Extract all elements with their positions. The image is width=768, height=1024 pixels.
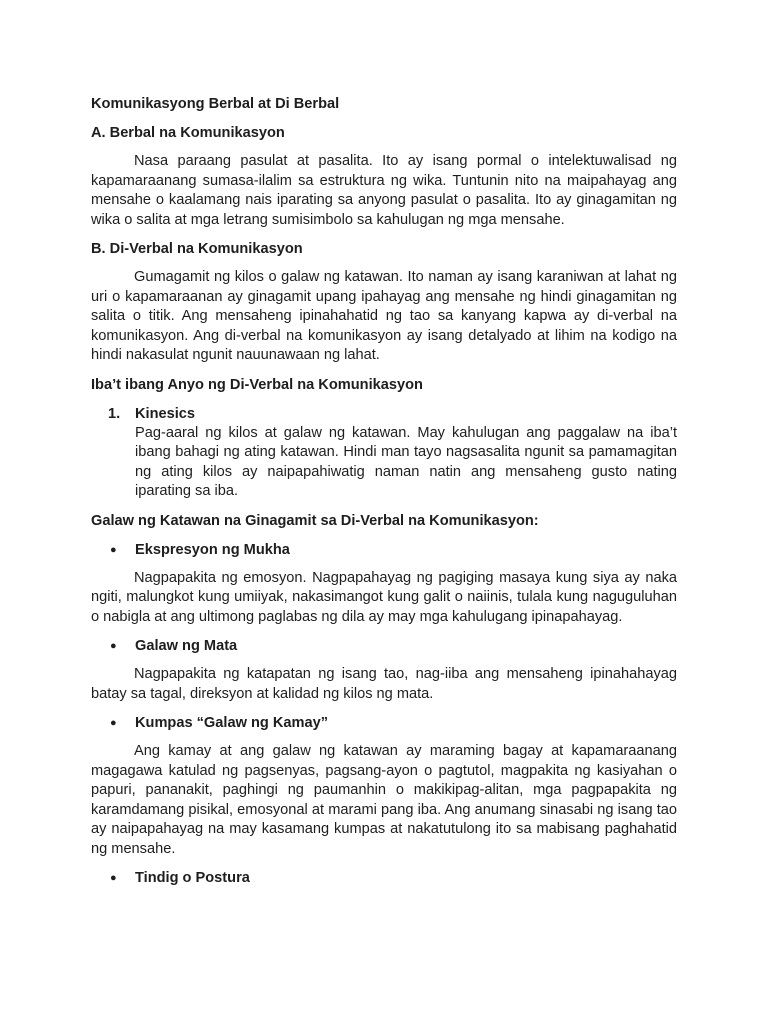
bullet-paragraph: Nagpapakita ng emosyon. Nagpapahayag ng pagiging masaya kung siya ay naka ngiti, malungkot kung umiiyak, nakasimangot kung galit o naiinis, tulala kung naguguluhan o nabigla at ang ultimong paglabas ng dila ay may mga kahulugang ipinapahayag. xyxy=(91,569,677,625)
bullet-title: Ekspresyon ng Mukha xyxy=(135,541,290,558)
bullet-icon: ● xyxy=(110,640,117,652)
numbered-item-body xyxy=(135,404,677,502)
bullet-paragraph: Ang kamay at ang galaw ng katawan ay maraming bagay at kapamaraanang magagawa katulad ng pagsenyas, pagsang-ayon o pagtutol, magpakita ng kasiyahan o papuri, pananakit, paghingi ng paumanhin o makikipag-alitan, mga pagpapakita ng karamdamang pisikal, emosyonal at marami pang iba. Ang anumang sinasabi ng isang tao ay naipapahayag na may kasamang kumpas at nakatutulong ito sa mabisang paghahatid ng mensahe. xyxy=(91,743,677,857)
bullet-title: Galaw ng Mata xyxy=(135,638,238,654)
bullet-item-galaw-mata xyxy=(91,636,677,656)
bullet-item-kumpas xyxy=(91,713,677,733)
document-page xyxy=(91,94,677,897)
section-a-heading: A. Berbal na Komunikasyon xyxy=(91,125,285,141)
bullet-title: Tindig o Postura xyxy=(135,870,250,886)
bullet-paragraph: Nagpapakita ng katapatan ng isang tao, nag-iiba ang mensaheng ipinahahayag batay sa tagal, direksyon at kalidad ng kilos ng mata. xyxy=(91,666,677,702)
bullet-title: Kumpas “Galaw ng Kamay” xyxy=(135,715,329,731)
bullet-item-ekspresyon xyxy=(91,540,677,560)
bullet-item-tindig xyxy=(91,868,677,888)
item-title: Kinesics xyxy=(135,405,196,422)
numbered-item-kinesics xyxy=(91,404,677,502)
item-number: 1. xyxy=(108,405,121,422)
galaw-heading: Galaw ng Katawan na Ginagamit sa Di-Verbal na Komunikasyon: xyxy=(91,512,539,529)
bullet-icon: ● xyxy=(110,543,117,556)
bullet-icon: ● xyxy=(110,717,117,729)
item-text: Pag-aaral ng kilos at galaw ng katawan. May kahulugan ang paggalaw na iba’t ibang bahagi ng ating katawan. Hindi man tayo nagsasalita ngunit sa pamamagitan ng ating kilos ay naipapahiwatig naman natin ang mensaheng gusto nating iparating sa iba. xyxy=(135,424,677,499)
section-a-paragraph: Nasa paraang pasulat at pasalita. Ito ay isang pormal o intelektuwalisad ng kapamaraanang sumasa-ilalim sa estruktura ng wika. Tuntunin nito na maipahayag ang mensahe o kaalamang nais iparating sa anyong pasulat o pasalita. Ito ay ginagamitan ng wika o salita at mga letrang sumisimbolo sa kahulugan ng mga mensahe. xyxy=(91,153,677,228)
section-b-heading: B. Di-Verbal na Komunikasyon xyxy=(91,241,303,257)
section-b-paragraph: Gumagamit ng kilos o galaw ng katawan. Ito naman ay isang karaniwan at lahat ng uri o kapamaraanan ay ginagamit upang ipahayag ang mensahe ng hindi ginagamitan ng salita o titik. Ang mensaheng ipinahahatid ng tao sa kanyang kapwa ay di-verbal na komunikasyon. Ang di-verbal na komunikasyon ay isang detalyado at lihim na kodigo na hindi nakasulat ngunit nauunawaan ng lahat. xyxy=(91,269,677,363)
document-title: Komunikasyong Berbal at Di Berbal xyxy=(91,96,340,112)
bullet-icon: ● xyxy=(110,872,117,884)
anyo-heading: Iba’t ibang Anyo ng Di-Verbal na Komunikasyon xyxy=(91,376,423,393)
